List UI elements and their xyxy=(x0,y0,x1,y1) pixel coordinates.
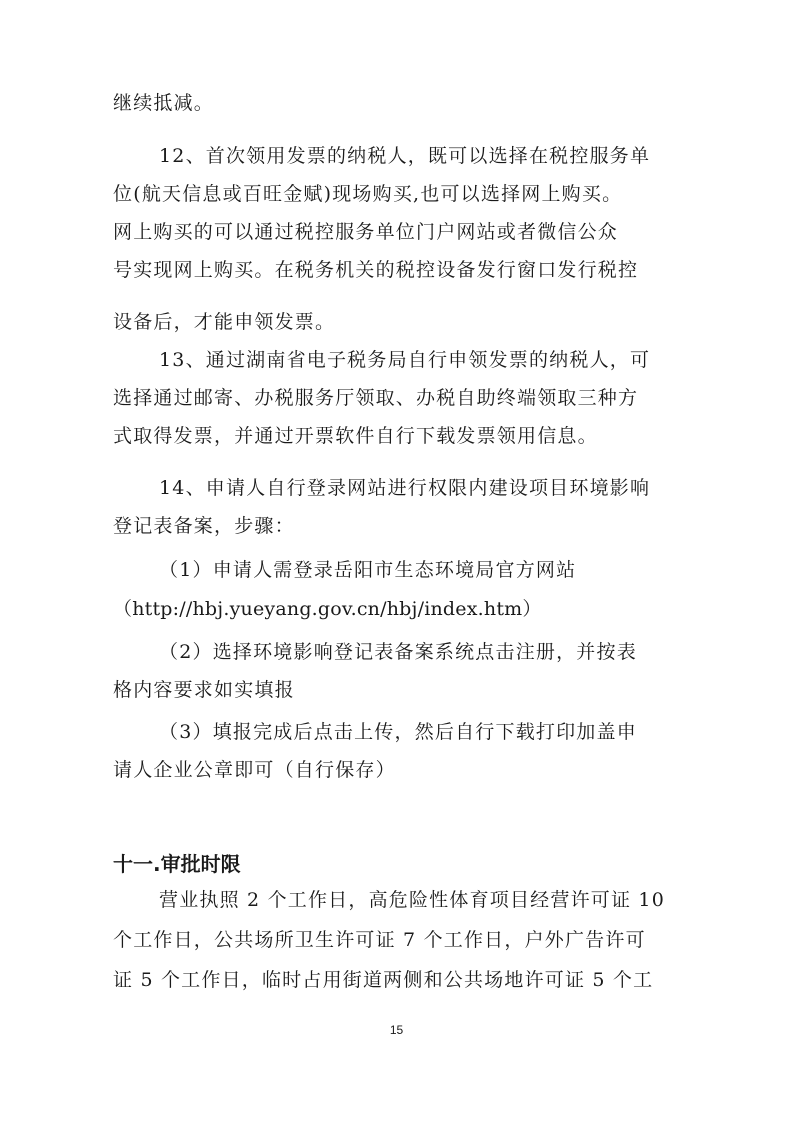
text-line: 登记表备案，步骤： xyxy=(113,515,295,537)
text-line: 位(航天信息或百旺金赋)现场购买,也可以选择网上购买。 xyxy=(113,183,623,205)
text-line: 式取得发票，并通过开票软件自行下载发票领用信息。 xyxy=(113,425,598,447)
step-2-line: （2）选择环境影响登记表备案系统点击注册，并按表 xyxy=(159,641,637,663)
page-number: 15 xyxy=(389,1023,404,1037)
text-line: 设备后，才能申领发票。 xyxy=(113,311,336,333)
text-line: 继续抵减。 xyxy=(113,92,215,114)
text-line: 选择通过邮寄、办税服务厅领取、办税自助终端领取三种方 xyxy=(113,387,639,409)
text-line: 号实现网上购买。在税务机关的税控设备发行窗口发行税控 xyxy=(113,259,639,281)
website-url: （http://hbj.yueyang.gov.cn/hbj/index.htm） xyxy=(113,598,542,620)
step-1-line: （1）申请人需登录岳阳市生态环境局官方网站 xyxy=(159,559,577,581)
item-14-line: 14、申请人自行登录网站进行权限内建设项目环境影响 xyxy=(159,477,651,499)
section-text-line: 个工作日，公共场所卫生许可证 7 个工作日，户外广告许可 xyxy=(113,929,646,951)
section-heading: 十一.审批时限 xyxy=(113,852,241,876)
item-13-line: 13、通过湖南省电子税务局自行申领发票的纳税人，可 xyxy=(159,349,651,371)
section-text-line: 营业执照 2 个工作日，高危险性体育项目经营许可证 10 xyxy=(159,889,665,911)
text-line: 格内容要求如实填报 xyxy=(113,679,295,701)
step-3-line: （3）填报完成后点击上传，然后自行下载打印加盖申 xyxy=(159,721,637,743)
text-line: 网上购买的可以通过税控服务单位门户网站或者微信公众 xyxy=(113,221,619,243)
text-line: 请人企业公章即可（自行保存） xyxy=(113,759,396,781)
section-text-line: 证 5 个工作日，临时占用街道两侧和公共场地许可证 5 个工 xyxy=(113,969,654,991)
item-12-line: 12、首次领用发票的纳税人，既可以选择在税控服务单 xyxy=(159,145,651,167)
